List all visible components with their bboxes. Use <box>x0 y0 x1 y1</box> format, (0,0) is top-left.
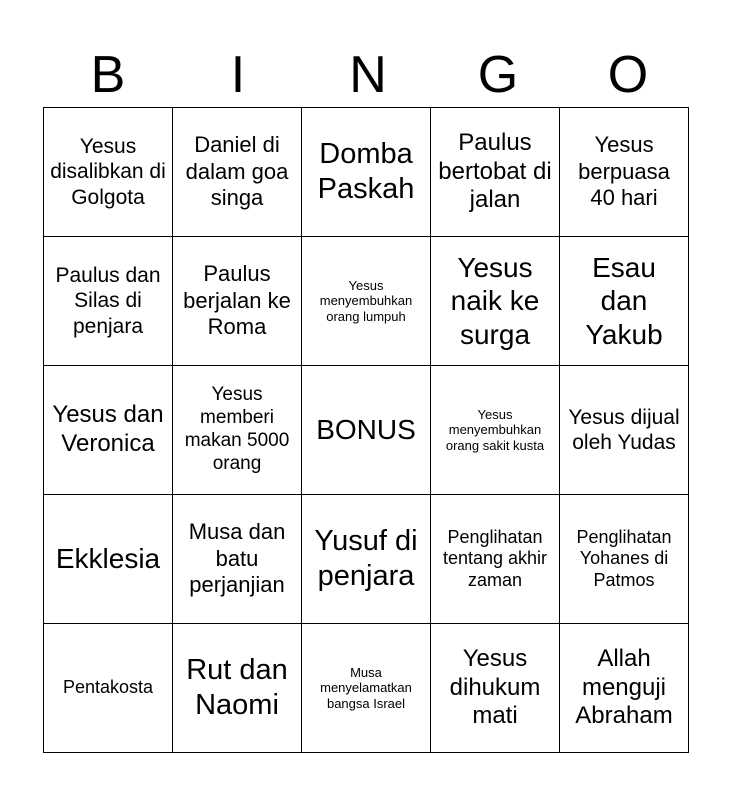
bingo-cell[interactable]: Ekklesia <box>44 495 173 624</box>
bingo-cell[interactable]: Daniel di dalam goa singa <box>173 108 302 237</box>
bingo-cell[interactable]: Yesus disalibkan di Golgota <box>44 108 173 237</box>
bingo-cell[interactable]: Yesus menyembuhkan orang sakit kusta <box>431 366 560 495</box>
bingo-header <box>43 44 693 106</box>
bingo-cell[interactable]: Yesus dihukum mati <box>431 624 560 753</box>
bingo-cell[interactable]: Yesus berpuasa 40 hari <box>560 108 689 237</box>
bingo-cell[interactable]: Esau dan Yakub <box>560 237 689 366</box>
bingo-cell[interactable]: Yesus dan Veronica <box>44 366 173 495</box>
grid-row <box>44 366 689 495</box>
free-space-cell[interactable]: BONUS <box>302 366 431 495</box>
bingo-cell[interactable]: Musa menyelamatkan bangsa Israel <box>302 624 431 753</box>
header-letter-i: I <box>230 46 246 104</box>
grid-row <box>44 108 689 237</box>
bingo-cell[interactable]: Domba Paskah <box>302 108 431 237</box>
bingo-cell[interactable]: Paulus berjalan ke Roma <box>173 237 302 366</box>
grid-row <box>44 624 689 753</box>
bingo-cell[interactable]: Allah menguji Abraham <box>560 624 689 753</box>
bingo-cell[interactable]: Rut dan Naomi <box>173 624 302 753</box>
grid-row <box>44 495 689 624</box>
header-letter-o: O <box>607 46 649 104</box>
bingo-cell[interactable]: Yesus naik ke surga <box>431 237 560 366</box>
bingo-cell[interactable]: Musa dan batu perjanjian <box>173 495 302 624</box>
bingo-cell[interactable]: Penglihatan Yohanes di Patmos <box>560 495 689 624</box>
bingo-cell[interactable]: Paulus bertobat di jalan <box>431 108 560 237</box>
bingo-cell[interactable]: Yesus menyembuhkan orang lumpuh <box>302 237 431 366</box>
bingo-cell[interactable]: Yesus memberi makan 5000 orang <box>173 366 302 495</box>
bingo-cell[interactable]: Yusuf di penjara <box>302 495 431 624</box>
header-letter-n: N <box>349 46 387 104</box>
grid-row <box>44 237 689 366</box>
bingo-cell[interactable]: Penglihatan tentang akhir zaman <box>431 495 560 624</box>
bingo-cell[interactable]: Pentakosta <box>44 624 173 753</box>
header-letter-b: B <box>90 46 126 104</box>
bingo-cell[interactable]: Paulus dan Silas di penjara <box>44 237 173 366</box>
header-letter-g: G <box>477 46 519 104</box>
bingo-cell[interactable]: Yesus dijual oleh Yudas <box>560 366 689 495</box>
bingo-grid <box>43 107 689 753</box>
